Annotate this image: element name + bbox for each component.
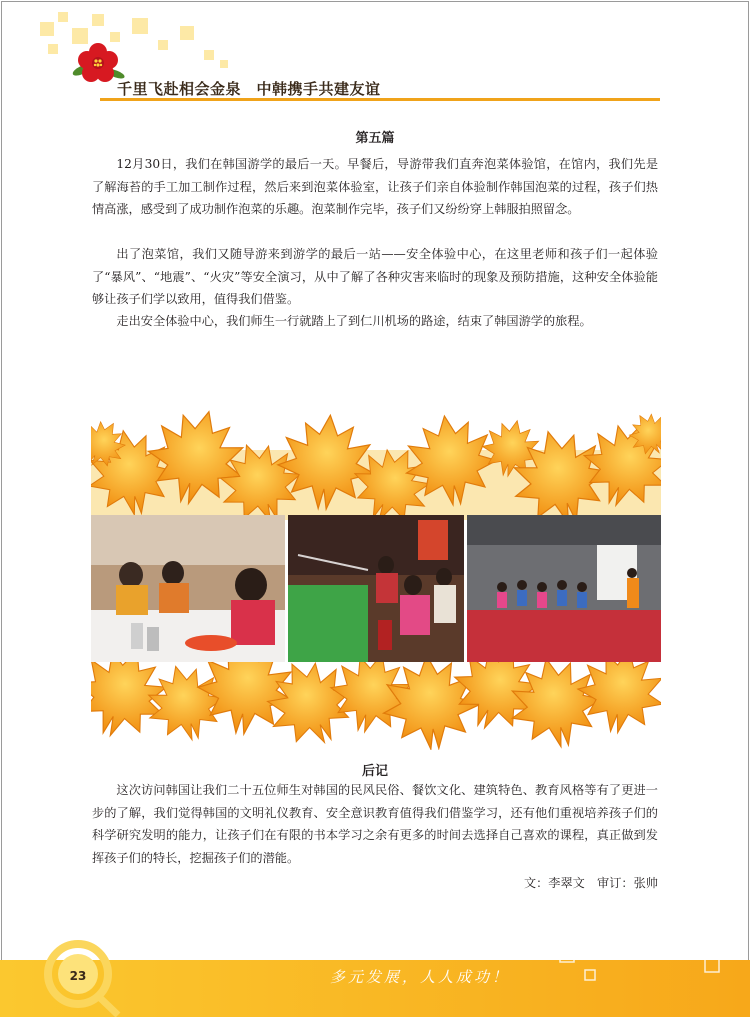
afterword-paragraph: 这次访问韩国让我们二十五位师生对韩国的民风民俗、餐饮文化、建筑特色、教育风格等有了更进一步的了解，我们觉得韩国的文明礼仪教育、安全意识教育值得我们借鉴学习，还有他们重视培养孩子们的科学研究发明的能力，让孩子们在有限的书本学习之余有更多的时间去选择自己喜欢的课程，真正做到发挥孩子们的特长，挖掘孩子们的潜能。 <box>92 783 658 865</box>
paragraph-3: 走出安全体验中心，我们师生一行就踏上了到仁川机场的路途，结束了韩国游学的旅程。 <box>116 314 592 328</box>
author-signature: 文：李翠文 审订：张帅 <box>523 876 658 890</box>
section-title: 第五篇 <box>355 131 395 146</box>
paragraph-1: 12月30日，我们在韩国游学的最后一天。早餐后，导游带我们直奔泡菜体验馆，在馆内，我们先是了解海苔的手工加工制作过程，然后来到泡菜体验室，让孩子们亲自体验制作韩国泡菜的过程，孩子们热情高涨，感受到了成功制作泡菜的乐趣。泡菜制作完毕，孩子们又纷纷穿上韩服拍照留念。 <box>92 157 658 216</box>
page-number: 23 <box>69 969 87 983</box>
photo-safety-center <box>467 515 661 662</box>
footer-slogan: 多元发展，人人成功！ <box>330 968 511 986</box>
paragraph-2: 出了泡菜馆，我们又随导游来到游学的最后一站——安全体验中心，在这里老师和孩子们一起体验了“暴风”、“地震”、“火灾”等安全演习，从中了解了各种灾害来临时的现象及预防措施，这种安全体验能够让孩子们学以致用，值得我们借鉴。 <box>92 247 658 306</box>
afterword-title: 后记 <box>361 764 388 779</box>
header-rule <box>100 98 660 101</box>
header-title: 千里飞赴相会金泉 中韩携手共建友谊 <box>117 80 381 98</box>
photo-kimchi-making <box>91 515 285 662</box>
photo-fire-drill <box>288 515 464 662</box>
photo-collage <box>91 405 661 750</box>
